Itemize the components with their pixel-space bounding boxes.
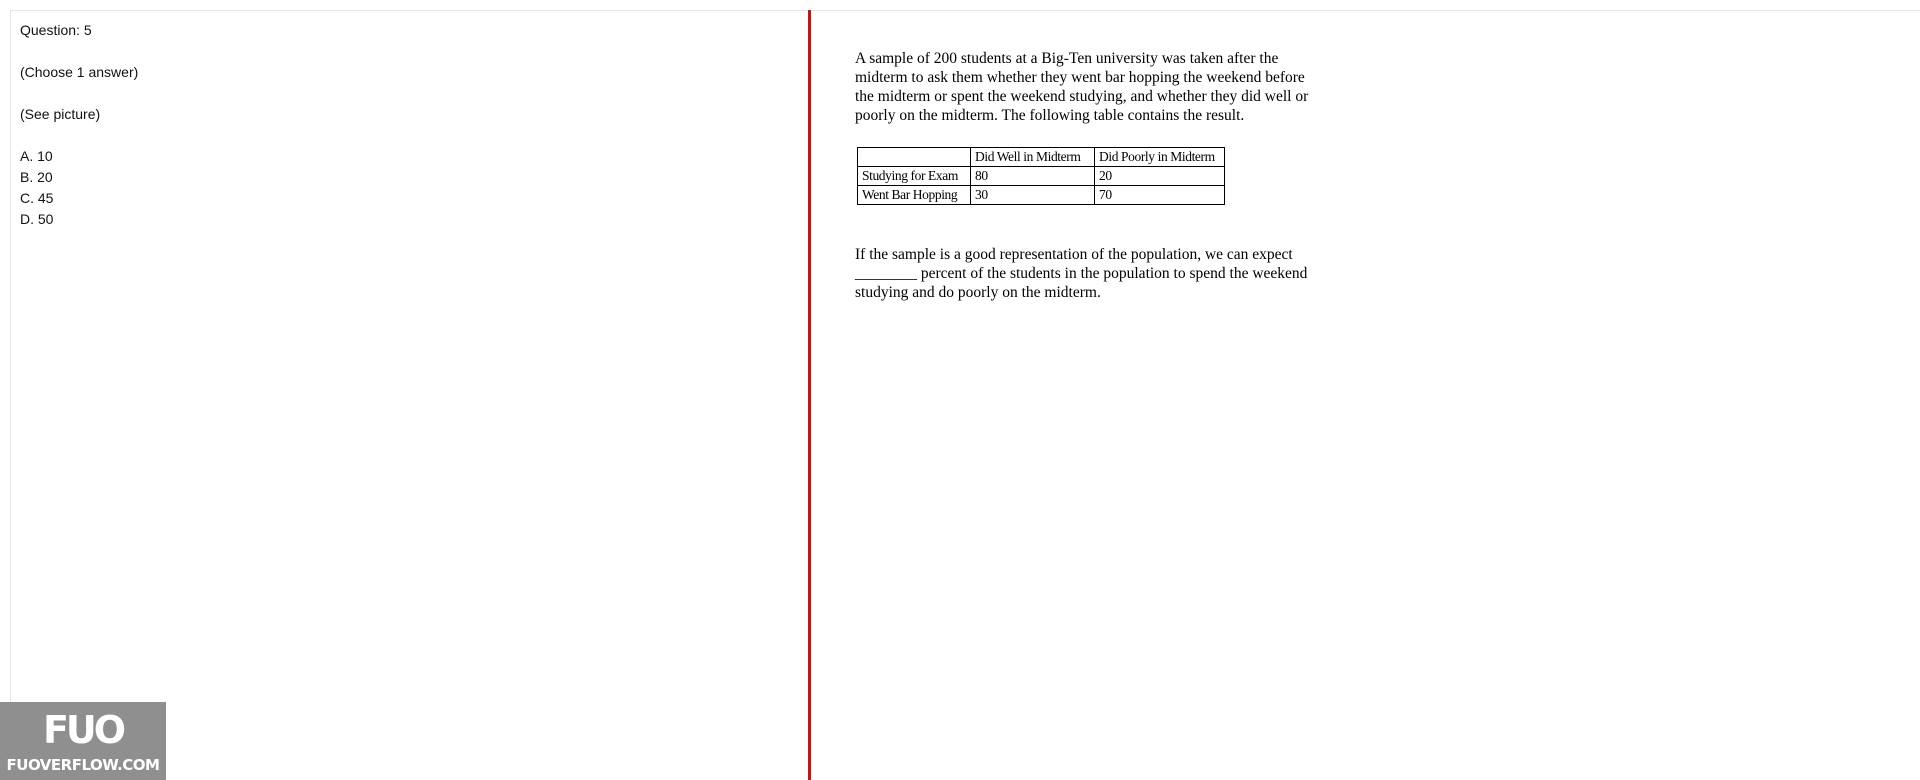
question-panel — [20, 20, 138, 230]
panel-divider — [808, 10, 811, 780]
table-cell: 30 — [971, 186, 1095, 205]
table-header-cell — [858, 148, 971, 167]
table-row — [858, 186, 1225, 205]
results-table — [857, 147, 1225, 205]
picture-question-text: If the sample is a good representation of the population, we can expect ________ percent of the students in the population to spend the weekend studying and do poorly on the midterm. — [855, 246, 1308, 301]
table-header-row — [858, 148, 1225, 167]
answer-option-b[interactable]: B. 20 — [20, 169, 53, 185]
table-header-cell: Did Poorly in Midterm — [1095, 148, 1225, 167]
table-header-cell: Did Well in Midterm — [971, 148, 1095, 167]
table-cell: Went Bar Hopping — [858, 186, 971, 205]
logo-mark: FUO — [42, 708, 124, 752]
table-cell: 80 — [971, 167, 1095, 186]
table-cell: 70 — [1095, 186, 1225, 205]
logo-site-name: FUOVERFLOW.COM — [6, 756, 160, 774]
answer-option-c[interactable]: C. 45 — [20, 190, 54, 206]
picture-intro-text: A sample of 200 students at a Big-Ten university was taken after the midterm to ask them whether they went bar hopping the weekend before the midterm or spent the weekend studying, and whether they did well or poorly on the midterm. The following table contains the result. — [855, 50, 1309, 124]
answer-option-d[interactable]: D. 50 — [20, 211, 54, 227]
answer-instruction: (Choose 1 answer) — [20, 64, 139, 80]
table-cell: 20 — [1095, 167, 1225, 186]
question-picture — [855, 49, 1325, 302]
answer-option-a[interactable]: A. 10 — [20, 148, 53, 164]
question-label: Question: 5 — [20, 22, 92, 38]
see-picture-note: (See picture) — [20, 106, 101, 122]
watermark-logo — [0, 702, 166, 780]
table-row — [858, 167, 1225, 186]
table-cell: Studying for Exam — [858, 167, 971, 186]
